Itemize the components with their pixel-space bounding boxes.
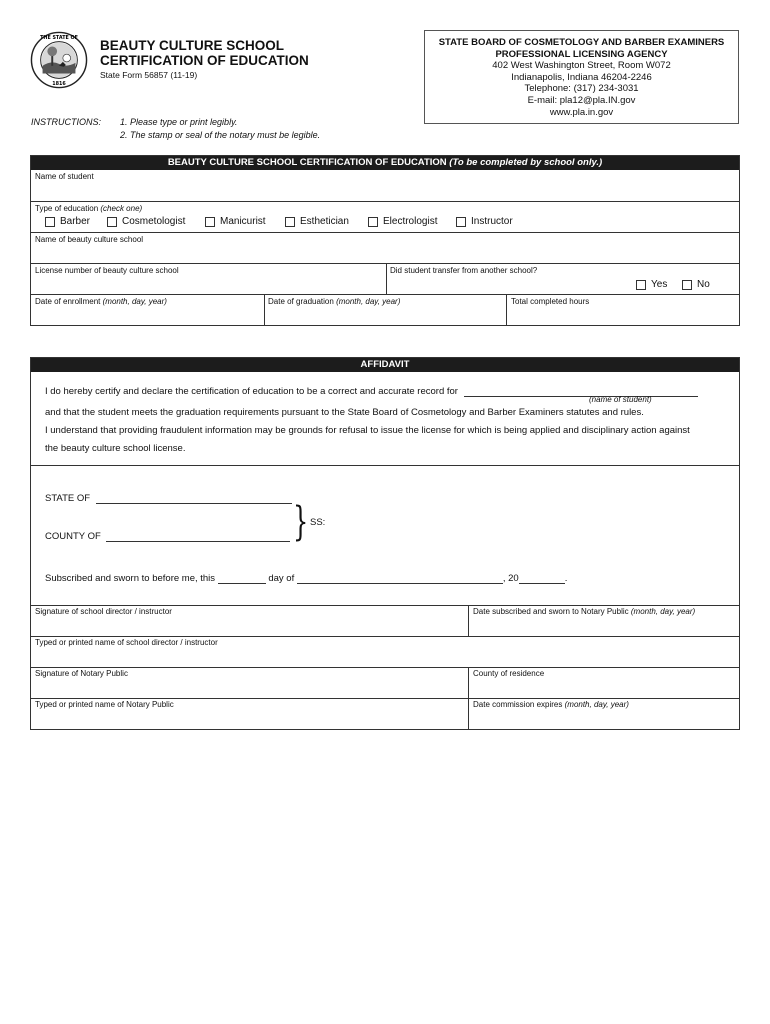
checkbox-cosmetologist[interactable] [107,216,185,227]
agency-website[interactable]: www.pla.in.gov [549,106,614,118]
enrollment-date-format: (month, day, year) [102,297,167,306]
form-title-line1: BEAUTY CULTURE SCHOOL [100,38,285,53]
affidavit-line-3: I understand that providing fraudulent information may be grounds for refusal to issue the license for which is being applied and disciplinary action against [45,425,690,436]
checkbox-no[interactable] [682,279,710,290]
student-name-blank[interactable] [464,385,698,397]
instructions-label: INSTRUCTIONS: [31,117,102,127]
checkbox-barber[interactable] [45,216,90,227]
form-title-line2: CERTIFICATION OF EDUCATION [100,53,309,68]
sworn-year-blank[interactable] [519,572,565,584]
checkbox-instructor[interactable] [456,216,513,227]
name-of-student-caption: (name of student) [589,395,652,404]
brace-icon: } [293,499,309,545]
county-of-field[interactable] [45,530,290,542]
sworn-prefix: Subscribed and sworn to before me, this [45,573,216,584]
school-name-field[interactable]: Name of beauty culture school [35,235,144,244]
license-number-field[interactable]: License number of beauty culture school [35,266,179,275]
enrollment-date-field[interactable] [35,297,167,306]
affidavit-text-1: I do hereby certify and declare the certification of education to be a correct and accurate record for [45,386,458,397]
check-one-note: (check one) [100,204,143,213]
total-hours-field[interactable]: Total completed hours [511,297,590,306]
form-number: State Form 56857 (11-19) [100,70,198,80]
enrollment-date-label: Date of enrollment [35,297,101,306]
checkbox-label: Esthetician [300,216,349,227]
notary-name-field[interactable]: Typed or printed name of Notary Public [35,700,174,709]
checkbox-square[interactable] [107,217,117,227]
form-title [100,38,309,68]
date-sworn-label: Date subscribed and sworn to Notary Public [473,607,629,616]
checkbox-label: Manicurist [220,216,266,227]
commission-expires-label: Date commission expires [473,700,563,709]
checkbox-label: No [697,279,710,290]
sworn-end: . [564,573,568,584]
checkbox-label: Instructor [471,216,513,227]
affidavit-line-4: the beauty culture school license. [45,443,186,454]
checkbox-electrologist[interactable] [368,216,437,227]
date-sworn-format: (month, day, year) [630,607,696,616]
agency-telephone: Telephone: (317) 234-3031 [524,83,639,95]
checkbox-square[interactable] [285,217,295,227]
date-sworn-field[interactable] [473,607,695,616]
commission-expires-field[interactable] [473,700,629,709]
sworn-day-of: day of [268,573,295,584]
agency-name: STATE BOARD OF COSMETOLOGY AND BARBER EXAMINERS [438,37,725,48]
instruction-2: 2. The stamp or seal of the notary must be legible. [120,130,321,140]
checkbox-square[interactable] [456,217,466,227]
graduation-date-field[interactable] [268,297,400,306]
checkbox-label: Cosmetologist [122,216,186,227]
agency-city: Indianapolis, Indiana 46204-2246 [511,71,652,83]
county-residence-field[interactable]: County of residence [473,669,545,678]
graduation-date-label: Date of graduation [268,297,334,306]
agency-subname: PROFESSIONAL LICENSING AGENCY [495,48,668,60]
section-header-affidavit: AFFIDAVIT [30,357,740,372]
state-of-blank[interactable] [96,492,292,504]
director-name-field[interactable]: Typed or printed name of school director / instructor [35,638,218,647]
state-of-label: STATE OF [45,493,91,504]
sworn-day-blank[interactable] [218,572,266,584]
type-of-education-label [35,204,142,213]
checkbox-label: Barber [60,216,91,227]
checkbox-label: Electrologist [383,216,438,227]
agency-box [424,30,739,124]
notary-signature-field[interactable]: Signature of Notary Public [35,669,128,678]
county-of-blank[interactable] [106,530,290,542]
commission-expires-format: (month, day, year) [564,700,629,709]
checkbox-manicurist[interactable] [205,216,266,227]
state-seal-icon [30,31,88,89]
svg-text:THE STATE OF: THE STATE OF [40,36,78,42]
instruction-1: 1. Please type or print legibly. [120,117,238,127]
checkbox-esthetician[interactable] [285,216,349,227]
checkbox-square[interactable] [636,280,646,290]
name-of-student-field[interactable]: Name of student [35,172,94,181]
agency-address: 402 West Washington Street, Room W072 [492,60,671,72]
checkbox-square[interactable] [368,217,378,227]
type-of-education-text: Type of education [35,204,99,213]
sworn-year-prefix: , 20 [502,573,519,584]
checkbox-square[interactable] [682,280,692,290]
checkbox-yes[interactable] [636,279,667,290]
svg-text:1816: 1816 [52,82,66,88]
ss-label: SS: [310,517,326,528]
transfer-question: Did student transfer from another school? [390,266,538,275]
section-title: BEAUTY CULTURE SCHOOL CERTIFICATION OF EDUCATION [167,157,447,168]
county-of-label: COUNTY OF [45,531,101,542]
state-of-field[interactable] [45,492,292,504]
graduation-date-format: (month, day, year) [336,297,401,306]
sworn-line [45,572,567,584]
affidavit-line-2: and that the student meets the graduation requirements pursuant to the State Board of Cosmetology and Barber Examiners statutes and rules. [45,407,644,418]
checkbox-square[interactable] [205,217,215,227]
checkbox-label: Yes [651,279,668,290]
checkbox-square[interactable] [45,217,55,227]
agency-email[interactable]: E-mail: pla12@pla.IN.gov [527,94,636,106]
director-signature-field[interactable]: Signature of school director / instructor [35,607,172,616]
sworn-month-blank[interactable] [297,572,503,584]
section-title-note: (To be completed by school only.) [449,157,603,168]
